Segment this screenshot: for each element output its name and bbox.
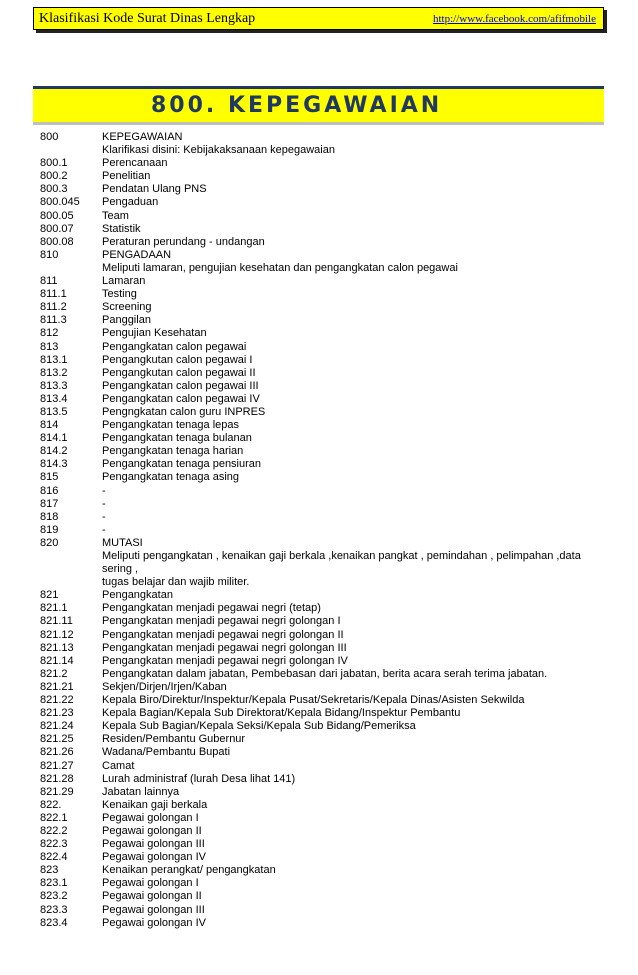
list-item bbox=[40, 707, 610, 720]
entry-text: Kenaikan gaji berkala bbox=[102, 798, 208, 811]
entry-code: 814.1 bbox=[40, 432, 68, 445]
entry-code: 821.28 bbox=[40, 772, 74, 785]
section-title: 800. KEPEGAWAIAN bbox=[151, 93, 443, 118]
entry-text: Kepala Bagian/Kepala Sub Direktorat/Kepala Bidang/Inspektur Pembantu bbox=[102, 707, 461, 720]
entry-code: 814 bbox=[40, 419, 59, 432]
entry-code: 817 bbox=[40, 497, 59, 510]
entry-code: 821.22 bbox=[40, 694, 74, 707]
entry-code: 822.1 bbox=[40, 811, 68, 824]
list-item bbox=[40, 485, 610, 498]
entry-code: 821.26 bbox=[40, 746, 74, 759]
entry-text: Pengangkatan tenaga lepas bbox=[102, 419, 240, 432]
list-item bbox=[40, 786, 610, 799]
list-item bbox=[40, 681, 610, 694]
list-item bbox=[40, 864, 610, 877]
entry-text: Pengangkatan calon pegawai III bbox=[102, 379, 259, 392]
entry-code: 800.045 bbox=[40, 196, 80, 209]
entry-code: 813.3 bbox=[40, 379, 68, 392]
document-header bbox=[33, 7, 604, 30]
entry-code: 800 bbox=[40, 131, 59, 143]
list-item bbox=[40, 629, 610, 642]
entry-text: Meliputi lamaran, pengujian kesehatan dan pengangkatan calon pegawai bbox=[102, 261, 458, 274]
entry-code: 821.2 bbox=[40, 667, 68, 680]
list-item bbox=[40, 144, 610, 157]
entry-code: 823.2 bbox=[40, 890, 68, 903]
document-title: Klasifikasi Kode Surat Dinas Lengkap bbox=[39, 10, 256, 26]
list-item bbox=[40, 157, 610, 170]
entry-text: Pengangkutan calon pegawai II bbox=[102, 366, 256, 379]
entry-text: Lamaran bbox=[102, 275, 146, 288]
list-item bbox=[40, 380, 610, 393]
entry-code: 814.2 bbox=[40, 445, 68, 458]
list-item bbox=[40, 773, 610, 786]
list-item bbox=[40, 511, 610, 524]
entry-code bbox=[40, 576, 102, 589]
entry-text: Pengangkatan menjadi pegawai negri (tetap) bbox=[102, 602, 321, 615]
entry-code: 823.1 bbox=[40, 877, 68, 890]
entry-text: Pengujian Kesehatan bbox=[102, 327, 207, 340]
entry-code: 811.2 bbox=[40, 301, 67, 314]
classification-list bbox=[40, 131, 610, 930]
entry-code: 820 bbox=[40, 536, 59, 549]
entry-code: 813.2 bbox=[40, 366, 68, 379]
list-item bbox=[40, 537, 610, 550]
entry-code bbox=[40, 262, 102, 275]
list-item bbox=[40, 210, 610, 223]
list-item bbox=[40, 760, 610, 773]
list-item bbox=[40, 589, 610, 602]
list-item bbox=[40, 694, 610, 707]
entry-text: Kepala Sub Bagian/Kepala Seksi/Kepala Sub Bidang/Pemeriksa bbox=[102, 720, 416, 733]
entry-text: tugas belajar dan wajib militer. bbox=[102, 576, 250, 589]
entry-code: 821.27 bbox=[40, 759, 74, 772]
entry-code: 800.1 bbox=[40, 157, 68, 170]
entry-code: 821.29 bbox=[40, 785, 74, 798]
list-item bbox=[40, 524, 610, 537]
entry-code: 812 bbox=[40, 327, 59, 340]
entry-text: Pegawai golongan II bbox=[102, 824, 202, 837]
entry-code: 822.4 bbox=[40, 851, 68, 864]
entry-text: Wadana/Pembantu Bupati bbox=[102, 746, 231, 759]
list-item bbox=[40, 327, 610, 340]
entry-text: Sekjen/Dirjen/Irjen/Kaban bbox=[102, 680, 227, 693]
entry-code: 800.08 bbox=[40, 235, 74, 248]
list-item bbox=[40, 249, 610, 262]
list-item bbox=[40, 341, 610, 354]
list-item bbox=[40, 917, 610, 930]
list-item bbox=[40, 196, 610, 209]
list-item bbox=[40, 314, 610, 327]
entry-text: Pengangkatan tenaga harian bbox=[102, 445, 244, 458]
entry-code: 823.3 bbox=[40, 903, 68, 916]
entry-text: Perencanaan bbox=[102, 157, 168, 170]
list-item bbox=[40, 131, 610, 144]
entry-text: MUTASI bbox=[102, 536, 143, 549]
entry-text: Pendatan Ulang PNS bbox=[102, 183, 207, 196]
list-item bbox=[40, 576, 610, 589]
list-item bbox=[40, 236, 610, 249]
list-item bbox=[40, 733, 610, 746]
entry-text: Pengangkatan calon pegawai bbox=[102, 340, 247, 353]
list-item bbox=[40, 642, 610, 655]
entry-code: 821.21 bbox=[40, 680, 74, 693]
facebook-link[interactable]: http://www.facebook.com/afifmobile bbox=[432, 12, 596, 25]
list-item bbox=[40, 838, 610, 851]
entry-code: 813.4 bbox=[40, 392, 68, 405]
entry-code: 811.3 bbox=[40, 314, 67, 327]
entry-text: Pengangkatan tenaga bulanan bbox=[102, 432, 252, 445]
list-item bbox=[40, 812, 610, 825]
entry-text: - bbox=[102, 510, 106, 523]
list-item bbox=[40, 825, 610, 838]
entry-text: Screening bbox=[102, 301, 152, 314]
list-item bbox=[40, 746, 610, 759]
entry-code: 821.24 bbox=[40, 720, 74, 733]
entry-code: 800.3 bbox=[40, 183, 68, 196]
entry-code: 821 bbox=[40, 589, 59, 602]
entry-text: Pengangkutan calon pegawai I bbox=[102, 353, 253, 366]
list-item bbox=[40, 655, 610, 668]
entry-code: 815 bbox=[40, 471, 59, 484]
entry-text: - bbox=[102, 484, 106, 497]
entry-code: 821.23 bbox=[40, 707, 74, 720]
list-item bbox=[40, 668, 610, 681]
entry-code: 813.1 bbox=[40, 353, 68, 366]
list-item bbox=[40, 419, 610, 432]
entry-text: Pengangkatan menjadi pegawai negri golongan I bbox=[102, 615, 341, 628]
entry-text: Pegawai golongan III bbox=[102, 838, 205, 851]
entry-text: Panggilan bbox=[102, 314, 151, 327]
entry-code: 811 bbox=[40, 275, 58, 288]
entry-code: 821.11 bbox=[40, 615, 73, 628]
list-item bbox=[40, 471, 610, 484]
section-heading bbox=[33, 86, 604, 122]
list-item bbox=[40, 602, 610, 615]
entry-text: Camat bbox=[102, 759, 135, 772]
entry-text: Residen/Pembantu Gubernur bbox=[102, 733, 246, 746]
entry-text: Lurah administraf (lurah Desa lihat 141) bbox=[102, 772, 296, 785]
list-item bbox=[40, 432, 610, 445]
list-item bbox=[40, 301, 610, 314]
list-item bbox=[40, 354, 610, 367]
entry-text: Pengangkatan tenaga pensiuran bbox=[102, 458, 262, 471]
entry-code: 810 bbox=[40, 248, 59, 261]
entry-text: KEPEGAWAIAN bbox=[102, 131, 183, 143]
entry-code: 819 bbox=[40, 523, 59, 536]
entry-text: Pengangkatan menjadi pegawai negri golongan II bbox=[102, 628, 344, 641]
list-item bbox=[40, 904, 610, 917]
list-item bbox=[40, 890, 610, 903]
entry-text: Pegawai golongan I bbox=[102, 811, 199, 824]
entry-code: 822.2 bbox=[40, 824, 68, 837]
entry-code: 800.07 bbox=[40, 222, 74, 235]
entry-code: 813.5 bbox=[40, 405, 68, 418]
entry-text: Jabatan lainnya bbox=[102, 785, 180, 798]
entry-text: Pengngkatan calon guru INPRES bbox=[102, 405, 266, 418]
list-item bbox=[40, 851, 610, 864]
list-item bbox=[40, 877, 610, 890]
entry-code: 813 bbox=[40, 340, 59, 353]
entry-text: Kenaikan perangkat/ pengangkatan bbox=[102, 864, 276, 877]
entry-code: 821.25 bbox=[40, 733, 74, 746]
entry-text: Pegawai golongan III bbox=[102, 903, 205, 916]
list-item bbox=[40, 550, 610, 576]
entry-code: 800.05 bbox=[40, 209, 74, 222]
list-item bbox=[40, 183, 610, 196]
entry-text: Pegawai golongan IV bbox=[102, 851, 206, 864]
entry-code bbox=[40, 144, 102, 157]
entry-text: Pegawai golongan I bbox=[102, 877, 199, 890]
list-item bbox=[40, 170, 610, 183]
list-item bbox=[40, 406, 610, 419]
entry-text: Pegawai golongan II bbox=[102, 890, 202, 903]
list-item bbox=[40, 615, 610, 628]
entry-code: 800.2 bbox=[40, 170, 68, 183]
entry-text: Pengangkatan menjadi pegawai negri golongan IV bbox=[102, 654, 348, 667]
entry-code: 818 bbox=[40, 510, 59, 523]
list-item bbox=[40, 275, 610, 288]
entry-text: Peraturan perundang - undangan bbox=[102, 235, 265, 248]
entry-code: 821.13 bbox=[40, 641, 74, 654]
entry-text: Statistik bbox=[102, 222, 141, 235]
entry-text: Pengangkatan calon pegawai IV bbox=[102, 392, 260, 405]
entry-code: 822.3 bbox=[40, 838, 68, 851]
entry-code: 821.12 bbox=[40, 628, 74, 641]
list-item bbox=[40, 799, 610, 812]
entry-text: Testing bbox=[102, 288, 137, 301]
list-item bbox=[40, 393, 610, 406]
list-item bbox=[40, 720, 610, 733]
entry-text: Pengaduan bbox=[102, 196, 159, 209]
entry-text: Pegawai golongan IV bbox=[102, 916, 206, 929]
entry-code: 821.1 bbox=[40, 602, 68, 615]
list-item bbox=[40, 288, 610, 301]
entry-text: Penelitian bbox=[102, 170, 151, 183]
entry-code: 811.1 bbox=[40, 288, 67, 301]
entry-code: 823 bbox=[40, 864, 59, 877]
entry-code bbox=[40, 550, 102, 576]
entry-text: - bbox=[102, 497, 106, 510]
entry-text: Kepala Biro/Direktur/Inspektur/Kepala Pusat/Sekretaris/Kepala Dinas/Asisten Sekwilda bbox=[102, 694, 525, 707]
entry-text: Meliputi pengangkatan , kenaikan gaji berkala ,kenaikan pangkat , pemindahan , pelimpahan ,data sering , bbox=[102, 550, 581, 576]
entry-text: Pengangkatan menjadi pegawai negri golongan III bbox=[102, 641, 347, 654]
entry-code: 814.3 bbox=[40, 458, 68, 471]
entry-text: Klarifikasi disini: Kebijakaksanaan kepegawaian bbox=[102, 144, 335, 157]
entry-text: - bbox=[102, 523, 106, 536]
entry-text: Pengangkatan dalam jabatan, Pembebasan dari jabatan, berita acara serah terima jabatan. bbox=[102, 667, 548, 680]
entry-text: Pengangkatan bbox=[102, 589, 173, 602]
entry-text: Pengangkatan tenaga asing bbox=[102, 471, 240, 484]
list-item bbox=[40, 445, 610, 458]
entry-code: 822. bbox=[40, 798, 62, 811]
list-item bbox=[40, 367, 610, 380]
list-item bbox=[40, 262, 610, 275]
entry-code: 821.14 bbox=[40, 654, 74, 667]
entry-text: Team bbox=[102, 209, 129, 222]
entry-code: 816 bbox=[40, 484, 59, 497]
list-item bbox=[40, 458, 610, 471]
list-item bbox=[40, 223, 610, 236]
list-item bbox=[40, 498, 610, 511]
entry-text: PENGADAAN bbox=[102, 248, 172, 261]
entry-code: 823.4 bbox=[40, 916, 68, 929]
